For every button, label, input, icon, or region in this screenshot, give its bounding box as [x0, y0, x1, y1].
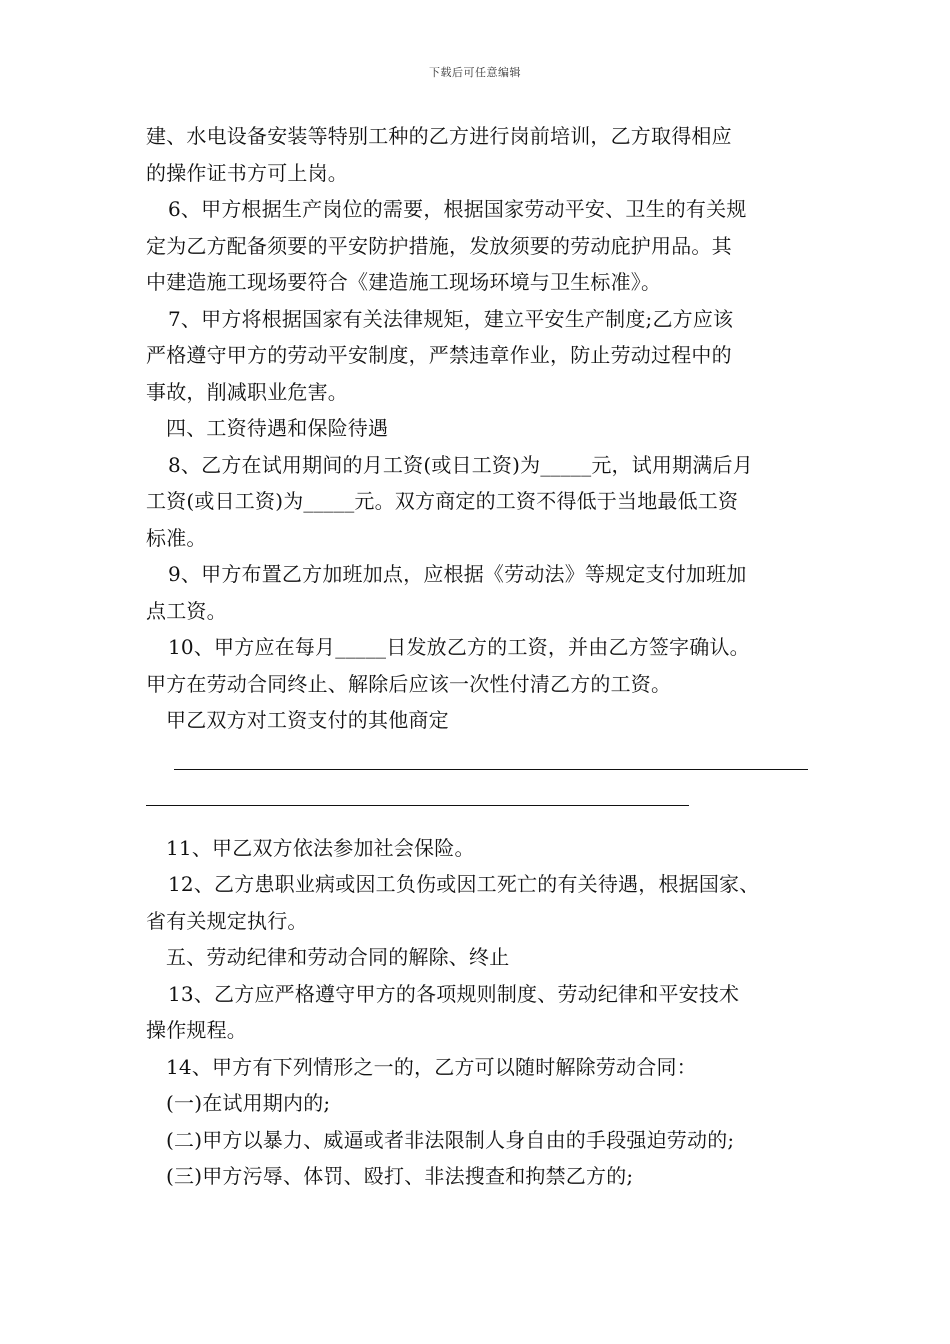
- blank-fill-line-1: [146, 739, 811, 776]
- clause-14-line: 14、甲方有下列情形之一的，乙方可以随时解除劳动合同：: [166, 1054, 697, 1079]
- paragraph-line: 工资(或日工资)为_____元。双方商定的工资不得低于当地最低工资: [146, 489, 739, 513]
- paragraph-line: 点工资。: [146, 598, 227, 623]
- clause-10-line: 10、甲方应在每月_____日发放乙方的工资，并由乙方签字确认。: [168, 635, 750, 659]
- clause-9-line: 9、甲方布置乙方加班加点，应根据《劳动法》等规定支付加班加: [168, 562, 747, 586]
- paragraph-line: 省有关规定执行。: [146, 908, 308, 933]
- clause-7-line: 7、甲方将根据国家有关法律规矩，建立平安生产制度;乙方应该: [168, 306, 734, 331]
- paragraph-line: 甲方在劳动合同终止、解除后应该一次性付清乙方的工资。: [146, 671, 672, 696]
- section-heading-5: 五、劳动纪律和劳动合同的解除、终止: [166, 945, 510, 969]
- underline-rule: [174, 769, 808, 770]
- clause-13-line: 13、乙方应严格遵守甲方的各项规则制度、劳动纪律和平安技术: [168, 981, 740, 1006]
- clause-11-line: 11、甲乙双方依法参加社会保险。: [166, 835, 475, 860]
- paragraph-line: 定为乙方配备须要的平安防护措施，发放须要的劳动庇护用品。其: [146, 233, 732, 258]
- other-agreement-line: 甲乙双方对工资支付的其他商定: [166, 708, 449, 732]
- clause-8-line: 8、乙方在试用期间的月工资(或日工资)为_____元，试用期满后月: [168, 452, 753, 477]
- spacer: [146, 812, 811, 830]
- document-body: [146, 118, 811, 1195]
- page-header: 下载后可任意编辑: [429, 66, 521, 79]
- paragraph-line: 严格遵守甲方的劳动平安制度，严禁违章作业，防止劳动过程中的: [146, 343, 732, 367]
- list-item: (二)甲方以暴力、威逼或者非法限制人身自由的手段强迫劳动的;: [166, 1127, 735, 1152]
- paragraph-line: 建、水电设备安装等特别工种的乙方进行岗前培训，乙方取得相应: [146, 124, 732, 148]
- list-item: (三)甲方污辱、体罚、殴打、非法搜查和拘禁乙方的;: [166, 1164, 634, 1188]
- list-item: (一)在试用期内的;: [166, 1091, 331, 1115]
- paragraph-line: 中建造施工现场要符合《建造施工现场环境与卫生标准》。: [146, 270, 662, 294]
- paragraph-line: 操作规程。: [146, 1018, 247, 1042]
- paragraph-line: 事故，削减职业危害。: [146, 379, 348, 404]
- section-heading-4: 四、工资待遇和保险待遇: [166, 416, 389, 440]
- clause-12-line: 12、乙方患职业病或因工负伤或因工死亡的有关待遇，根据国家、: [168, 872, 760, 896]
- underline-rule: [146, 805, 689, 806]
- clause-6-line: 6、甲方根据生产岗位的需要，根据国家劳动平安、卫生的有关规: [168, 197, 747, 221]
- paragraph-line: 的操作证书方可上岗。: [146, 160, 348, 185]
- paragraph-line: 标准。: [146, 525, 207, 550]
- blank-fill-line-2: [146, 775, 811, 812]
